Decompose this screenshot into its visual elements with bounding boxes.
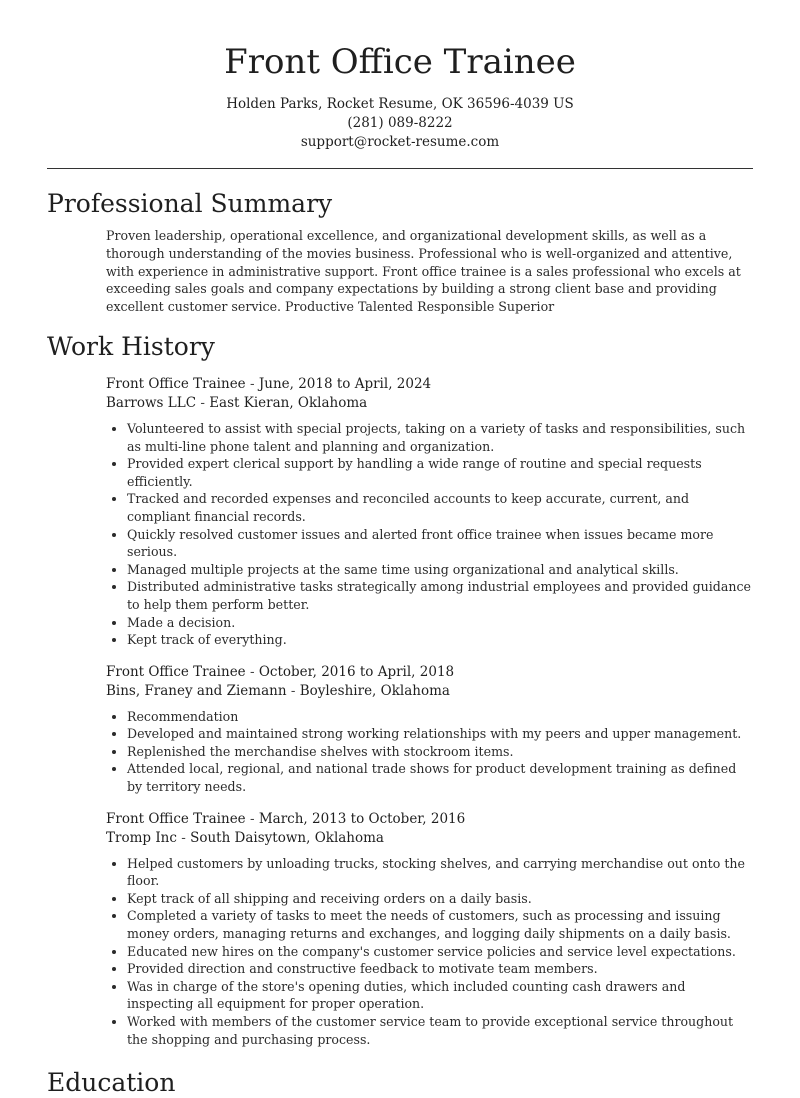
job-company: Bins, Franey and Ziemann bbox=[106, 682, 287, 699]
list-item: • Kept track of everything. bbox=[127, 631, 753, 649]
job-location: East Kieran, Oklahoma bbox=[209, 394, 368, 411]
job-dates: June, 2018 to April, 2024 bbox=[258, 375, 432, 392]
list-item: • Provided expert clerical support by handling a wide range of routine and special requests efficiently. bbox=[127, 455, 753, 490]
contact-phone: (281) 089-8222 bbox=[347, 115, 453, 131]
job-title-separator: - bbox=[245, 375, 259, 392]
summary-text: Proven leadership, operational excellence, and organizational development skills, as well as a thorough understanding of the movies business. Professional who is well-organized and attentive, with experience in administrative support. Front office trainee is a sales professional who excels at exceeding sales goals and company expectations by building a strong client base and providing excellent customer service. Productive Talented Responsible Superior bbox=[106, 228, 741, 315]
list-item: • Completed a variety of tasks to meet the needs of customers, such as processing and issuing money orders, managing returns and exchanges, and logging daily shipments on a daily basis. bbox=[127, 907, 753, 942]
resume-header bbox=[0, 0, 800, 152]
job-bullets bbox=[106, 855, 753, 1049]
summary-heading: Professional Summary bbox=[47, 189, 333, 218]
job-company-separator: - bbox=[196, 394, 210, 411]
list-item: • Worked with members of the customer service team to provide exceptional service throughout the shopping and purchasing process. bbox=[127, 1013, 753, 1048]
job-dates: March, 2013 to October, 2016 bbox=[258, 810, 466, 827]
job-company-separator: - bbox=[286, 682, 300, 699]
list-item: • Distributed administrative tasks strategically among industrial employees and provided guidance to help them perform better. bbox=[127, 578, 753, 613]
job-title: Front Office Trainee bbox=[106, 663, 246, 680]
page-title: Front Office Trainee bbox=[224, 42, 576, 82]
job-title: Front Office Trainee bbox=[106, 375, 246, 392]
list-item: • Provided direction and constructive feedback to motivate team members. bbox=[127, 960, 753, 978]
job-entry bbox=[106, 375, 753, 649]
job-title-separator: - bbox=[245, 810, 259, 827]
job-company-line bbox=[106, 829, 753, 848]
job-company-line bbox=[106, 682, 753, 701]
job-title-separator: - bbox=[245, 663, 259, 680]
job-location: South Daisytown, Oklahoma bbox=[190, 829, 384, 846]
job-dates: October, 2016 to April, 2018 bbox=[258, 663, 455, 680]
job-company: Tromp Inc bbox=[106, 829, 177, 846]
list-item: • Was in charge of the store's opening duties, which included counting cash drawers and inspecting all equipment for proper operation. bbox=[127, 978, 753, 1013]
job-entry bbox=[106, 810, 753, 1049]
list-item: • Helped customers by unloading trucks, stocking shelves, and carrying merchandise out onto the floor. bbox=[127, 855, 753, 890]
list-item: • Developed and maintained strong working relationships with my peers and upper management. bbox=[127, 725, 753, 743]
list-item: • Quickly resolved customer issues and alerted front office trainee when issues became more serious. bbox=[127, 526, 753, 561]
job-bullets bbox=[106, 708, 753, 796]
contact-address: Holden Parks, Rocket Resume, OK 36596-4039 US bbox=[226, 96, 574, 112]
list-item: • Educated new hires on the company's customer service policies and service level expectations. bbox=[127, 943, 753, 961]
job-title-line bbox=[106, 663, 753, 682]
list-item: • Managed multiple projects at the same time using organizational and analytical skills. bbox=[127, 561, 753, 579]
job-bullets bbox=[106, 420, 753, 649]
list-item: • Kept track of all shipping and receiving orders on a daily basis. bbox=[127, 890, 753, 908]
job-company-separator: - bbox=[176, 829, 191, 846]
list-item: • Replenished the merchandise shelves with stockroom items. bbox=[127, 743, 753, 761]
list-item: • Attended local, regional, and national trade shows for product development training as defined by territory needs. bbox=[127, 760, 753, 795]
job-title: Front Office Trainee bbox=[106, 810, 246, 827]
header-divider bbox=[47, 168, 753, 169]
list-item: • Recommendation bbox=[127, 708, 753, 726]
job-title-line bbox=[106, 810, 753, 829]
job-entry bbox=[106, 663, 753, 796]
job-title-line bbox=[106, 375, 753, 394]
contact-email: support@rocket-resume.com bbox=[300, 134, 500, 150]
list-item: • Volunteered to assist with special projects, taking on a variety of tasks and responsibilities, such as multi-line phone talent and planning and organization. bbox=[127, 420, 753, 455]
job-company-line bbox=[106, 394, 753, 413]
list-item: • Tracked and recorded expenses and reconciled accounts to keep accurate, current, and compliant financial records. bbox=[127, 490, 753, 525]
education-heading: Education bbox=[47, 1068, 176, 1098]
job-location: Boyleshire, Oklahoma bbox=[299, 682, 450, 699]
work-history-heading: Work History bbox=[47, 331, 215, 361]
job-company: Barrows LLC bbox=[106, 394, 197, 411]
list-item: • Made a decision. bbox=[127, 614, 753, 632]
